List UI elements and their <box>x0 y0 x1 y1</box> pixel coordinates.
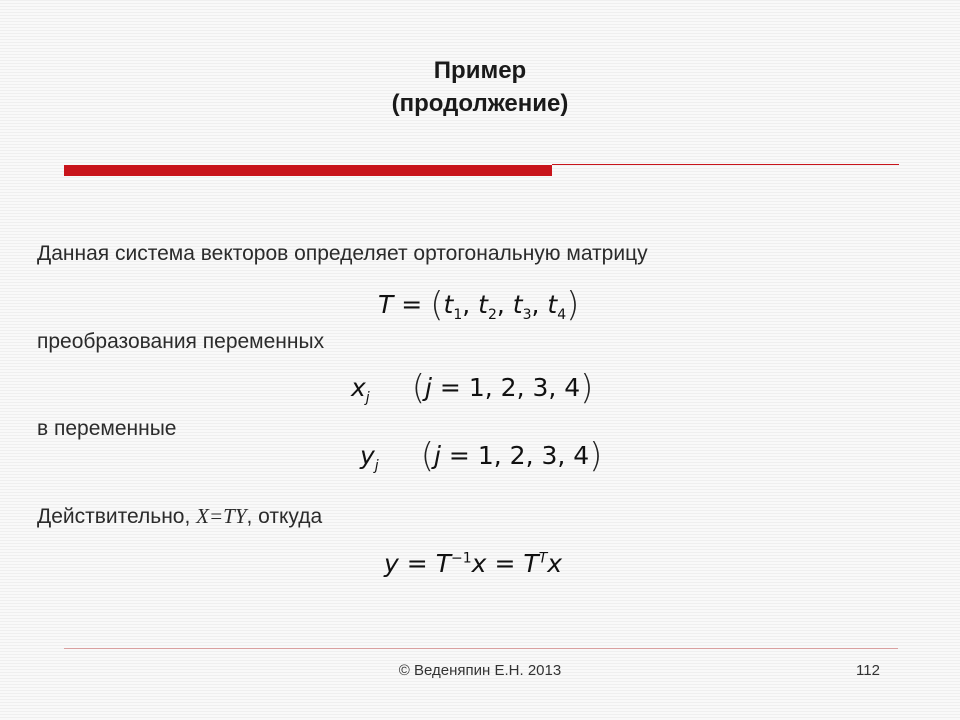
paragraph-2: преобразования переменных <box>37 330 325 353</box>
y-index: j <box>433 441 441 470</box>
right-paren: ) <box>566 285 580 325</box>
x-index: j <box>424 373 432 402</box>
title-line-1: Пример <box>433 57 527 84</box>
y-eq: = <box>448 441 470 470</box>
formula-matrix: $T = (t_1$, $t_2$, $t_3$, $t_4$) <box>378 285 580 325</box>
vec-t3: t <box>512 290 523 319</box>
slide-title <box>0 54 960 120</box>
vec-t4: t <box>547 290 558 319</box>
paragraph-4-suffix: , откуда <box>246 505 323 528</box>
inv-x2: x <box>547 549 563 578</box>
accent-bar-thick <box>64 165 552 176</box>
paragraph-4-prefix: Действительно, <box>37 505 197 528</box>
vec-t2-sub: 2 <box>487 307 497 323</box>
vec-t3-sub: 3 <box>522 307 532 323</box>
x-var: x <box>351 373 366 402</box>
inv-lhs: y <box>384 549 399 578</box>
vec-t1-sub: 1 <box>453 307 463 323</box>
formula-y-vars <box>360 436 603 476</box>
inv-eq-1: = <box>406 549 428 578</box>
left-paren: ( <box>420 436 434 476</box>
formula-matrix-lhs: T <box>378 290 394 319</box>
formula-inverse <box>384 551 562 576</box>
y-var-sub: j <box>374 458 379 474</box>
paragraph-3: в переменные <box>37 417 177 440</box>
left-paren: ( <box>411 368 425 408</box>
x-eq: = <box>439 373 461 402</box>
inline-formula: X=TY <box>196 504 247 528</box>
vec-t2: t <box>478 290 488 319</box>
formula-matrix-eq: = <box>401 290 423 319</box>
inv-sup2: T <box>538 550 548 567</box>
title-line-2: (продолжение) <box>391 90 569 117</box>
left-paren: ( <box>430 285 444 325</box>
vec-t4-sub: 4 <box>557 307 567 323</box>
accent-bar-thin <box>552 164 899 165</box>
page-number: 112 <box>856 662 880 679</box>
inv-t1: T <box>435 549 452 578</box>
paragraph-1: Данная система векторов определяет ортогональную матрицу <box>37 242 648 265</box>
y-var: y <box>360 441 375 470</box>
inv-x1: x <box>471 549 487 578</box>
inv-t2: T <box>523 549 539 578</box>
x-range: 1, 2, 3, 4 <box>468 373 581 402</box>
inv-sup1: −1 <box>451 550 472 567</box>
inv-eq-2: = <box>494 549 516 578</box>
footer-copyright: © Веденяпин Е.Н. 2013 <box>398 662 562 679</box>
paragraph-4 <box>37 504 322 529</box>
x-var-sub: j <box>365 390 370 406</box>
formula-x-vars <box>351 368 594 408</box>
vec-t1: t <box>443 290 454 319</box>
y-range: 1, 2, 3, 4 <box>477 441 590 470</box>
right-paren: ) <box>580 368 594 408</box>
footer-divider <box>64 648 898 649</box>
right-paren: ) <box>589 436 603 476</box>
